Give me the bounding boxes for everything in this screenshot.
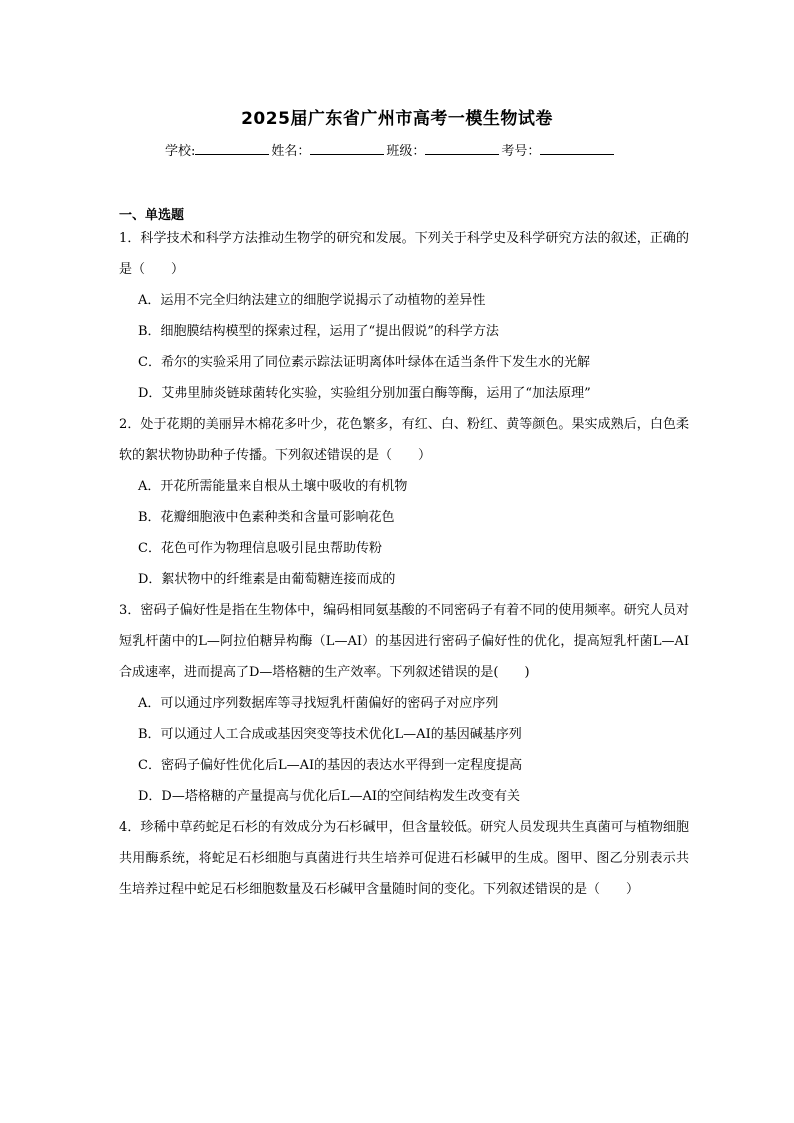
question-stem: 3．密码子偏好性是指在生物体中，编码相同氨基酸的不同密码子有着不同的使用频率。研究人员对短乳杆菌中的L—阿拉伯糖异构酶（L—AI）的基因进行密码子偏好性的优化，提高短乳杆菌L—AI合成速率，进而提高了D—塔格糖的生产效率。下列叙述错误的是( ) <box>119 603 689 680</box>
exam-title: 2025届广东省广州市高考一模生物试卷 <box>241 109 553 129</box>
option-d: D．D—塔格糖的产量提高与优化后L—AI的空间结构发生改变有关 <box>138 789 521 804</box>
section-title: 一、单选题 <box>119 208 185 223</box>
option-b: B．花瓣细胞液中色素种类和含量可影响花色 <box>138 510 395 525</box>
option-b: B．可以通过人工合成或基因突变等技术优化L—AI的基因碱基序列 <box>138 727 522 742</box>
option-c: C．希尔的实验采用了同位素示踪法证明离体叶绿体在适当条件下发生水的光解 <box>138 355 590 370</box>
student-info-row <box>165 140 635 159</box>
option-a: A．开花所需能量来自根从土壤中吸收的有机物 <box>138 479 408 494</box>
question-stem: 2．处于花期的美丽异木棉花多叶少，花色繁多，有红、白、粉红、黄等颜色。果实成熟后，白色柔软的絮状物协助种子传播。下列叙述错误的是（ ） <box>119 417 689 463</box>
questions-list <box>119 223 689 905</box>
question-stem: 1．科学技术和科学方法推动生物学的研究和发展。下列关于科学史及科学研究方法的叙述，正确的是（ ） <box>119 231 689 277</box>
name-blank[interactable] <box>310 140 384 155</box>
name-label: 姓名： <box>271 144 311 159</box>
option-c: C．花色可作为物理信息吸引昆虫帮助传粉 <box>138 541 382 556</box>
school-blank[interactable] <box>195 140 269 155</box>
question-stem: 4．珍稀中草药蛇足石杉的有效成分为石杉碱甲，但含量较低。研究人员发现共生真菌可与植物细胞共用酶系统，将蛇足石杉细胞与真菌进行共生培养可促进石杉碱甲的生成。图甲、图乙分别表示共生培养过程中蛇足石杉细胞数量及石杉碱甲含量随时间的变化。下列叙述错误的是（ ） <box>119 820 689 897</box>
question-4 <box>119 812 689 905</box>
question-1 <box>119 223 689 409</box>
question-3 <box>119 595 689 812</box>
class-label: 班级： <box>386 144 426 159</box>
option-c: C．密码子偏好性优化后L—AI的基因的表达水平得到一定程度提高 <box>138 758 523 773</box>
option-d: D．艾弗里肺炎链球菌转化实验，实验组分别加蛋白酶等酶，运用了“加法原理” <box>138 386 591 401</box>
exam-number-label: 考号： <box>501 144 541 159</box>
option-a: A．运用不完全归纳法建立的细胞学说揭示了动植物的差异性 <box>138 293 486 308</box>
class-blank[interactable] <box>425 140 499 155</box>
school-label: 学校: <box>165 144 196 159</box>
question-2 <box>119 409 689 595</box>
option-d: D．絮状物中的纤维素是由葡萄糖连接而成的 <box>138 572 396 587</box>
option-b: B．细胞膜结构模型的探索过程，运用了“提出假说”的科学方法 <box>138 324 499 339</box>
exam-number-blank[interactable] <box>540 140 614 155</box>
option-a: A．可以通过序列数据库等寻找短乳杆菌偏好的密码子对应序列 <box>138 696 499 711</box>
